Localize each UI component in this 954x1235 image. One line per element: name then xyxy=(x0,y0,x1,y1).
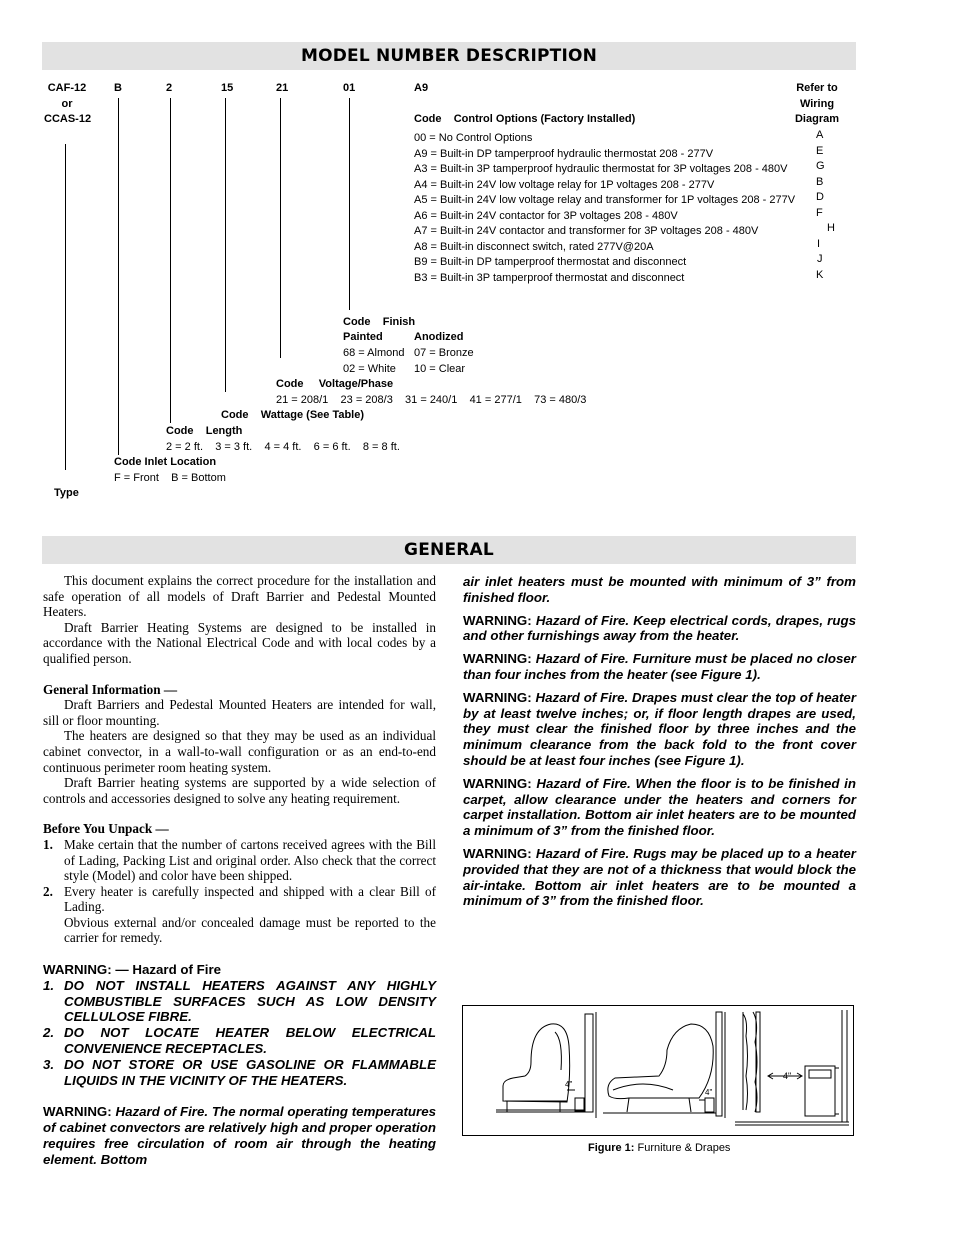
control-option-text: A6 = Built-in 24V contactor for 3P voltages 208 - 480V xyxy=(414,209,678,222)
warning-text: Hazard of Fire. Rugs may be placed up to a heater provided that they are not of a thickness that would block the air-intake. Bottom air inlet heaters are to be mounted a minimum of 3” from the finished floor. xyxy=(463,845,856,909)
warning-lead: WARNING: xyxy=(463,612,532,628)
inlet-values: F = Front B = Bottom xyxy=(114,472,226,484)
control-option-diagram: J xyxy=(817,253,823,265)
warning-item-text: DO NOT INSTALL HEATERS AGAINST ANY HIGHLY COMBUSTIBLE SURFACES SUCH AS LOW DENSITY CELLULOSE FIBRE. xyxy=(64,977,436,1025)
control-option-text: 00 = No Control Options xyxy=(414,132,533,144)
model-number-title: MODEL NUMBER DESCRIPTION xyxy=(300,46,598,66)
warning-lead: WARNING: xyxy=(43,1104,112,1120)
finish-anodized-label: Anodized xyxy=(414,331,464,343)
model-number-header-bar xyxy=(42,42,856,70)
control-option-row xyxy=(414,159,844,175)
control-option-text: A4 = Built-in 24V low voltage relay for 1P voltages 208 - 277V xyxy=(414,178,715,191)
control-option-text: B9 = Built-in DP tamperproof thermostat and disconnect xyxy=(414,256,687,268)
unpack-item-number: 1. xyxy=(43,836,53,852)
warning-item-number: 3. xyxy=(43,1056,55,1072)
voltage-line xyxy=(280,98,281,358)
warning-text: Hazard of Fire. When the floor is to be finished in carpet, allow clearance under the heaters and corners for carpet installation. Bottom air inlet heaters are to be mounted a minimum of 3” from the finished floor. xyxy=(463,775,856,839)
dimension-label: 4" xyxy=(705,1088,713,1097)
voltage-header: Code Voltage/Phase xyxy=(276,378,394,390)
inlet-header: Code Inlet Location xyxy=(114,456,217,468)
wattage-code: 15 xyxy=(221,82,234,94)
length-line xyxy=(170,98,171,423)
general-header-bar xyxy=(42,536,856,564)
inlet-code: B xyxy=(114,82,122,94)
warning-paragraph xyxy=(463,651,856,683)
warning-item xyxy=(43,1025,436,1057)
unpack-item-number: 2. xyxy=(43,883,53,899)
control-option-row xyxy=(414,128,844,144)
warning-lead: WARNING: xyxy=(463,651,532,667)
type-line xyxy=(65,144,66,470)
control-option-text: A9 = Built-in DP tamperproof hydraulic thermostat 208 - 277V xyxy=(414,147,714,160)
figure-furniture-drapes xyxy=(462,1005,854,1136)
figure-illustration xyxy=(463,1006,852,1134)
control-option-row xyxy=(414,252,844,268)
finish-painted-2: 02 = White xyxy=(343,363,396,375)
refer-to-label: Refer to xyxy=(796,82,838,94)
control-option-diagram: A xyxy=(816,129,824,141)
general-info-paragraph: Draft Barriers and Pedestal Mounted Heaters are intended for wall, sill or floor mounting. xyxy=(43,697,436,728)
finish-painted-1: 68 = Almond xyxy=(343,347,405,359)
control-option-row xyxy=(414,175,844,191)
general-info-paragraph: The heaters are designed so that they may be used as an individual cabinet convector, in a wall-to-wall configuration or as an end-to-end continuous perimeter room heating system. xyxy=(43,728,436,775)
warning-continuation: air inlet heaters must be mounted with minimum of 3” from finished floor. xyxy=(463,574,856,605)
unpack-item-text: Every heater is carefully inspected and shipped with a clear Bill of Lading. xyxy=(64,883,436,915)
chair-illustration-1 xyxy=(496,1012,596,1118)
unpack-heading: Before You Unpack — xyxy=(43,821,169,837)
drapes-illustration xyxy=(735,1010,849,1125)
control-option-diagram: F xyxy=(816,206,823,219)
control-option-text: A7 = Built-in 24V contactor and transformer for 3P voltages 208 - 480V xyxy=(414,225,759,237)
dimension-label: 4" xyxy=(783,1071,792,1081)
general-info-heading: General Information — xyxy=(43,681,178,697)
finish-painted-label: Painted xyxy=(343,331,383,343)
warning-item xyxy=(43,978,436,1025)
warning-lead: WARNING: xyxy=(463,845,532,861)
inlet-line xyxy=(118,98,119,455)
figure-caption-label: Figure 1: xyxy=(588,1142,635,1154)
control-option-diagram: I xyxy=(817,237,821,250)
warning-text: Hazard of Fire. The normal operating temperatures of cabinet convectors are relatively high and proper operation requires free circulation of room air through the heating element. Bottom xyxy=(43,1104,436,1167)
warning-paragraph xyxy=(463,690,856,769)
dimension-label: 4" xyxy=(565,1080,573,1089)
figure-caption xyxy=(588,1142,730,1154)
control-option-diagram: E xyxy=(816,144,824,157)
warning-item-text: DO NOT LOCATE HEATER BELOW ELECTRICAL CONVENIENCE RECEPTACLES. xyxy=(64,1025,436,1057)
general-info-paragraph: Draft Barrier heating systems are supported by a wide selection of controls and accessories designed to solve any heating requirement. xyxy=(43,775,436,806)
warning-item-number: 2. xyxy=(43,1025,55,1041)
control-option-text: A8 = Built-in disconnect switch, rated 277V@20A xyxy=(414,240,654,253)
control-option-row xyxy=(414,221,844,237)
control-option-text: B3 = Built-in 3P tamperproof thermostat and disconnect xyxy=(414,271,685,284)
control-option-diagram: G xyxy=(816,160,825,172)
warning-heading: WARNING: — Hazard of Fire xyxy=(43,962,222,978)
control-option-row xyxy=(414,144,844,160)
length-values: 2 = 2 ft. 3 = 3 ft. 4 = 4 ft. 6 = 6 ft. 8 = 8 ft. xyxy=(166,441,400,453)
wattage-line xyxy=(225,98,226,392)
refer-diagram-label: Diagram xyxy=(794,113,840,125)
warning-text: Hazard of Fire. Keep electrical cords, drapes, rugs and other furnishings away from the heater. xyxy=(463,612,856,644)
length-code: 2 xyxy=(166,82,173,94)
finish-code: 01 xyxy=(343,82,356,94)
control-option-row xyxy=(414,268,844,284)
warning-paragraph xyxy=(463,846,856,909)
control-code: A9 xyxy=(414,82,429,94)
finish-anodized-2: 10 = Clear xyxy=(414,363,466,375)
voltage-values: 21 = 208/1 23 = 208/3 31 = 240/1 41 = 277/1 73 = 480/3 xyxy=(276,394,587,406)
unpack-item xyxy=(43,884,436,946)
control-options-header: Code Control Options (Factory Installed) xyxy=(414,113,636,125)
warning-item-number: 1. xyxy=(43,977,55,993)
finish-anodized-1: 07 = Bronze xyxy=(414,347,474,359)
control-option-diagram: D xyxy=(816,191,824,203)
control-option-row xyxy=(414,237,844,253)
intro-paragraph: Draft Barrier Heating Systems are designed to be installed in accordance with the National Electrical Code and with local codes by a qualified person. xyxy=(43,619,436,666)
intro-paragraph: This document explains the correct procedure for the installation and safe operation of all models of Draft Barrier and Pedestal Mounted Heaters. xyxy=(43,573,436,620)
finish-line xyxy=(349,98,350,310)
warning-paragraph xyxy=(463,776,856,839)
wattage-header: Code Wattage (See Table) xyxy=(221,409,365,421)
control-option-diagram: H xyxy=(827,222,835,234)
type-label: Type xyxy=(54,487,79,499)
general-left-column xyxy=(43,573,436,1168)
voltage-code: 21 xyxy=(276,82,289,94)
unpack-item-extra: Obvious external and/or concealed damage must be reported to the carrier for remedy. xyxy=(64,914,436,946)
chair-illustration-2 xyxy=(603,1012,725,1118)
general-right-column xyxy=(463,574,856,909)
warning-item xyxy=(43,1057,436,1089)
figure-caption-text: Furniture & Drapes xyxy=(634,1142,731,1154)
type-code-or: or xyxy=(61,98,73,110)
unpack-item-text: Make certain that the number of cartons received agrees with the Bill of Lading, Packing List and original order. Also check that the correct style (Model) and color have been shipped. xyxy=(64,836,436,884)
control-option-row xyxy=(414,206,844,222)
warning-item-text: DO NOT STORE OR USE GASOLINE OR FLAMMABLE LIQUIDS IN THE VICINITY OF THE HEATERS. xyxy=(64,1056,436,1088)
unpack-item xyxy=(43,837,436,884)
finish-header: Code Finish xyxy=(343,316,416,328)
control-option-text: A5 = Built-in 24V low voltage relay and transformer for 1P voltages 208 - 277V xyxy=(414,194,796,206)
warning-paragraph xyxy=(463,613,856,645)
warning-text: Hazard of Fire. Furniture must be placed no closer than four inches from the heater (see Figure 1). xyxy=(463,651,856,682)
general-title: GENERAL xyxy=(404,540,494,560)
warning-paragraph xyxy=(43,1104,436,1167)
length-header: Code Length xyxy=(166,425,243,437)
control-option-row xyxy=(414,190,844,206)
warning-lead: WARNING: xyxy=(463,689,532,705)
control-option-diagram: B xyxy=(816,175,824,188)
warning-lead: WARNING: xyxy=(463,775,532,791)
refer-wiring-label: Wiring xyxy=(799,98,835,110)
control-option-diagram: K xyxy=(816,268,824,281)
type-code-1: CAF-12 xyxy=(47,82,87,94)
type-code-2: CCAS-12 xyxy=(44,113,92,125)
control-options-list xyxy=(414,128,844,283)
control-option-text: A3 = Built-in 3P tamperproof hydraulic thermostat for 3P voltages 208 - 480V xyxy=(414,163,788,175)
warning-text: Hazard of Fire. Drapes must clear the top of heater by at least twelve inches; or, if floor length drapes are used, they must clear the finished floor by three inches and the minimum clearance from the back fold to the front cover should be at least four inches (see Figure 1). xyxy=(463,689,856,768)
